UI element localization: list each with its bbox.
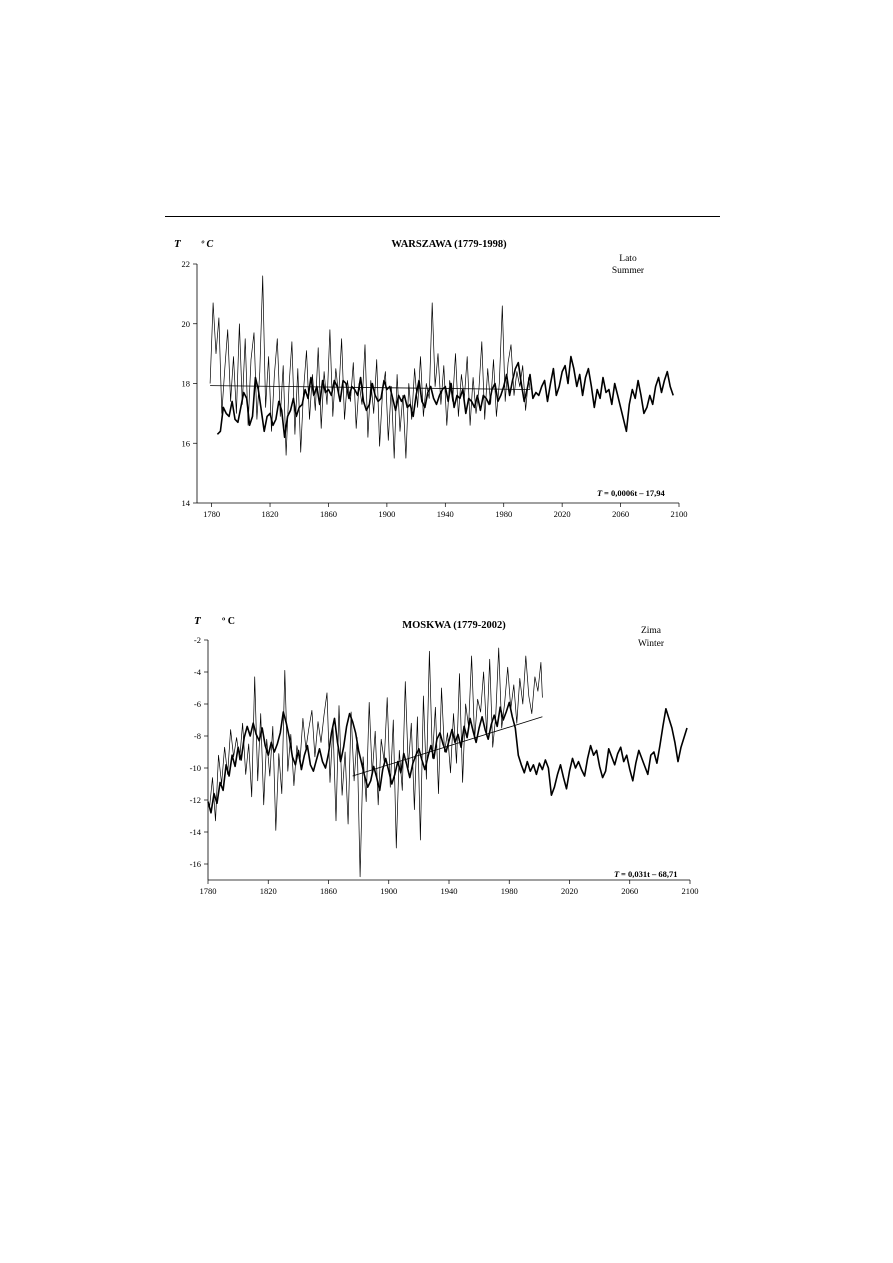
- x-tick-label: 2100: [670, 509, 688, 519]
- series-thick-line: [208, 702, 687, 812]
- axes: [190, 635, 699, 896]
- y-tick-label: -4: [193, 667, 201, 677]
- season-label-pl: Zima: [640, 626, 662, 636]
- y-axis-unit: º C: [201, 239, 214, 250]
- y-tick-label: -12: [189, 795, 201, 805]
- season-label-en: Summer: [611, 266, 645, 276]
- x-tick-label: 1980: [500, 886, 518, 896]
- y-tick-label: -10: [189, 763, 201, 773]
- x-tick-label: 1780: [199, 886, 217, 896]
- trend-equation: [597, 488, 666, 498]
- x-tick-label: 1820: [261, 509, 279, 519]
- series-thin-line: [210, 648, 543, 877]
- x-tick-label: 1900: [380, 886, 398, 896]
- x-tick-label: 2100: [681, 886, 699, 896]
- chart-title: WARSZAWA (1779-1998): [391, 239, 507, 250]
- x-tick-label: 1780: [203, 509, 221, 519]
- equation-prefix: T: [614, 869, 620, 879]
- x-tick-label: 1860: [320, 886, 337, 896]
- y-tick-label: -2: [193, 635, 201, 645]
- trend-equation: [614, 869, 678, 879]
- x-tick-label: 2060: [621, 886, 639, 896]
- series-group: [210, 276, 673, 458]
- y-tick-label: 22: [181, 259, 190, 269]
- y-tick-label: -8: [193, 731, 201, 741]
- y-tick-label: 14: [181, 498, 190, 508]
- x-tick-label: 1980: [495, 509, 513, 519]
- x-tick-label: 1820: [259, 886, 277, 896]
- x-tick-label: 1900: [378, 509, 396, 519]
- y-axis-symbol: T: [174, 238, 181, 250]
- equation-text: = 0,031t – 68,71: [621, 869, 678, 879]
- y-tick-label: -14: [189, 827, 201, 837]
- season-label-pl: Lato: [619, 254, 637, 264]
- y-tick-label: -6: [193, 699, 201, 709]
- equation-prefix: T: [597, 488, 603, 498]
- x-tick-label: 1860: [319, 509, 337, 519]
- y-axis-unit: º C: [222, 616, 236, 627]
- chart-title: MOSKWA (1779-2002): [402, 620, 506, 631]
- warszawa-chart: [174, 238, 688, 519]
- x-tick-label: 1940: [440, 886, 458, 896]
- series-thin-line: [210, 276, 530, 458]
- y-axis-symbol: T: [194, 615, 201, 627]
- season-label-en: Winter: [638, 639, 664, 649]
- moskwa-chart: [190, 615, 699, 896]
- series-group: [208, 648, 687, 877]
- x-tick-label: 2020: [561, 886, 578, 896]
- y-tick-label: 16: [181, 438, 190, 449]
- x-tick-label: 2060: [612, 509, 630, 519]
- y-tick-label: 18: [181, 378, 190, 389]
- y-tick-label: -16: [189, 859, 201, 869]
- equation-text: = 0,0006t – 17,94: [604, 488, 665, 498]
- y-tick-label: 20: [181, 318, 190, 329]
- x-tick-label: 2020: [553, 509, 571, 519]
- x-tick-label: 1940: [436, 509, 454, 519]
